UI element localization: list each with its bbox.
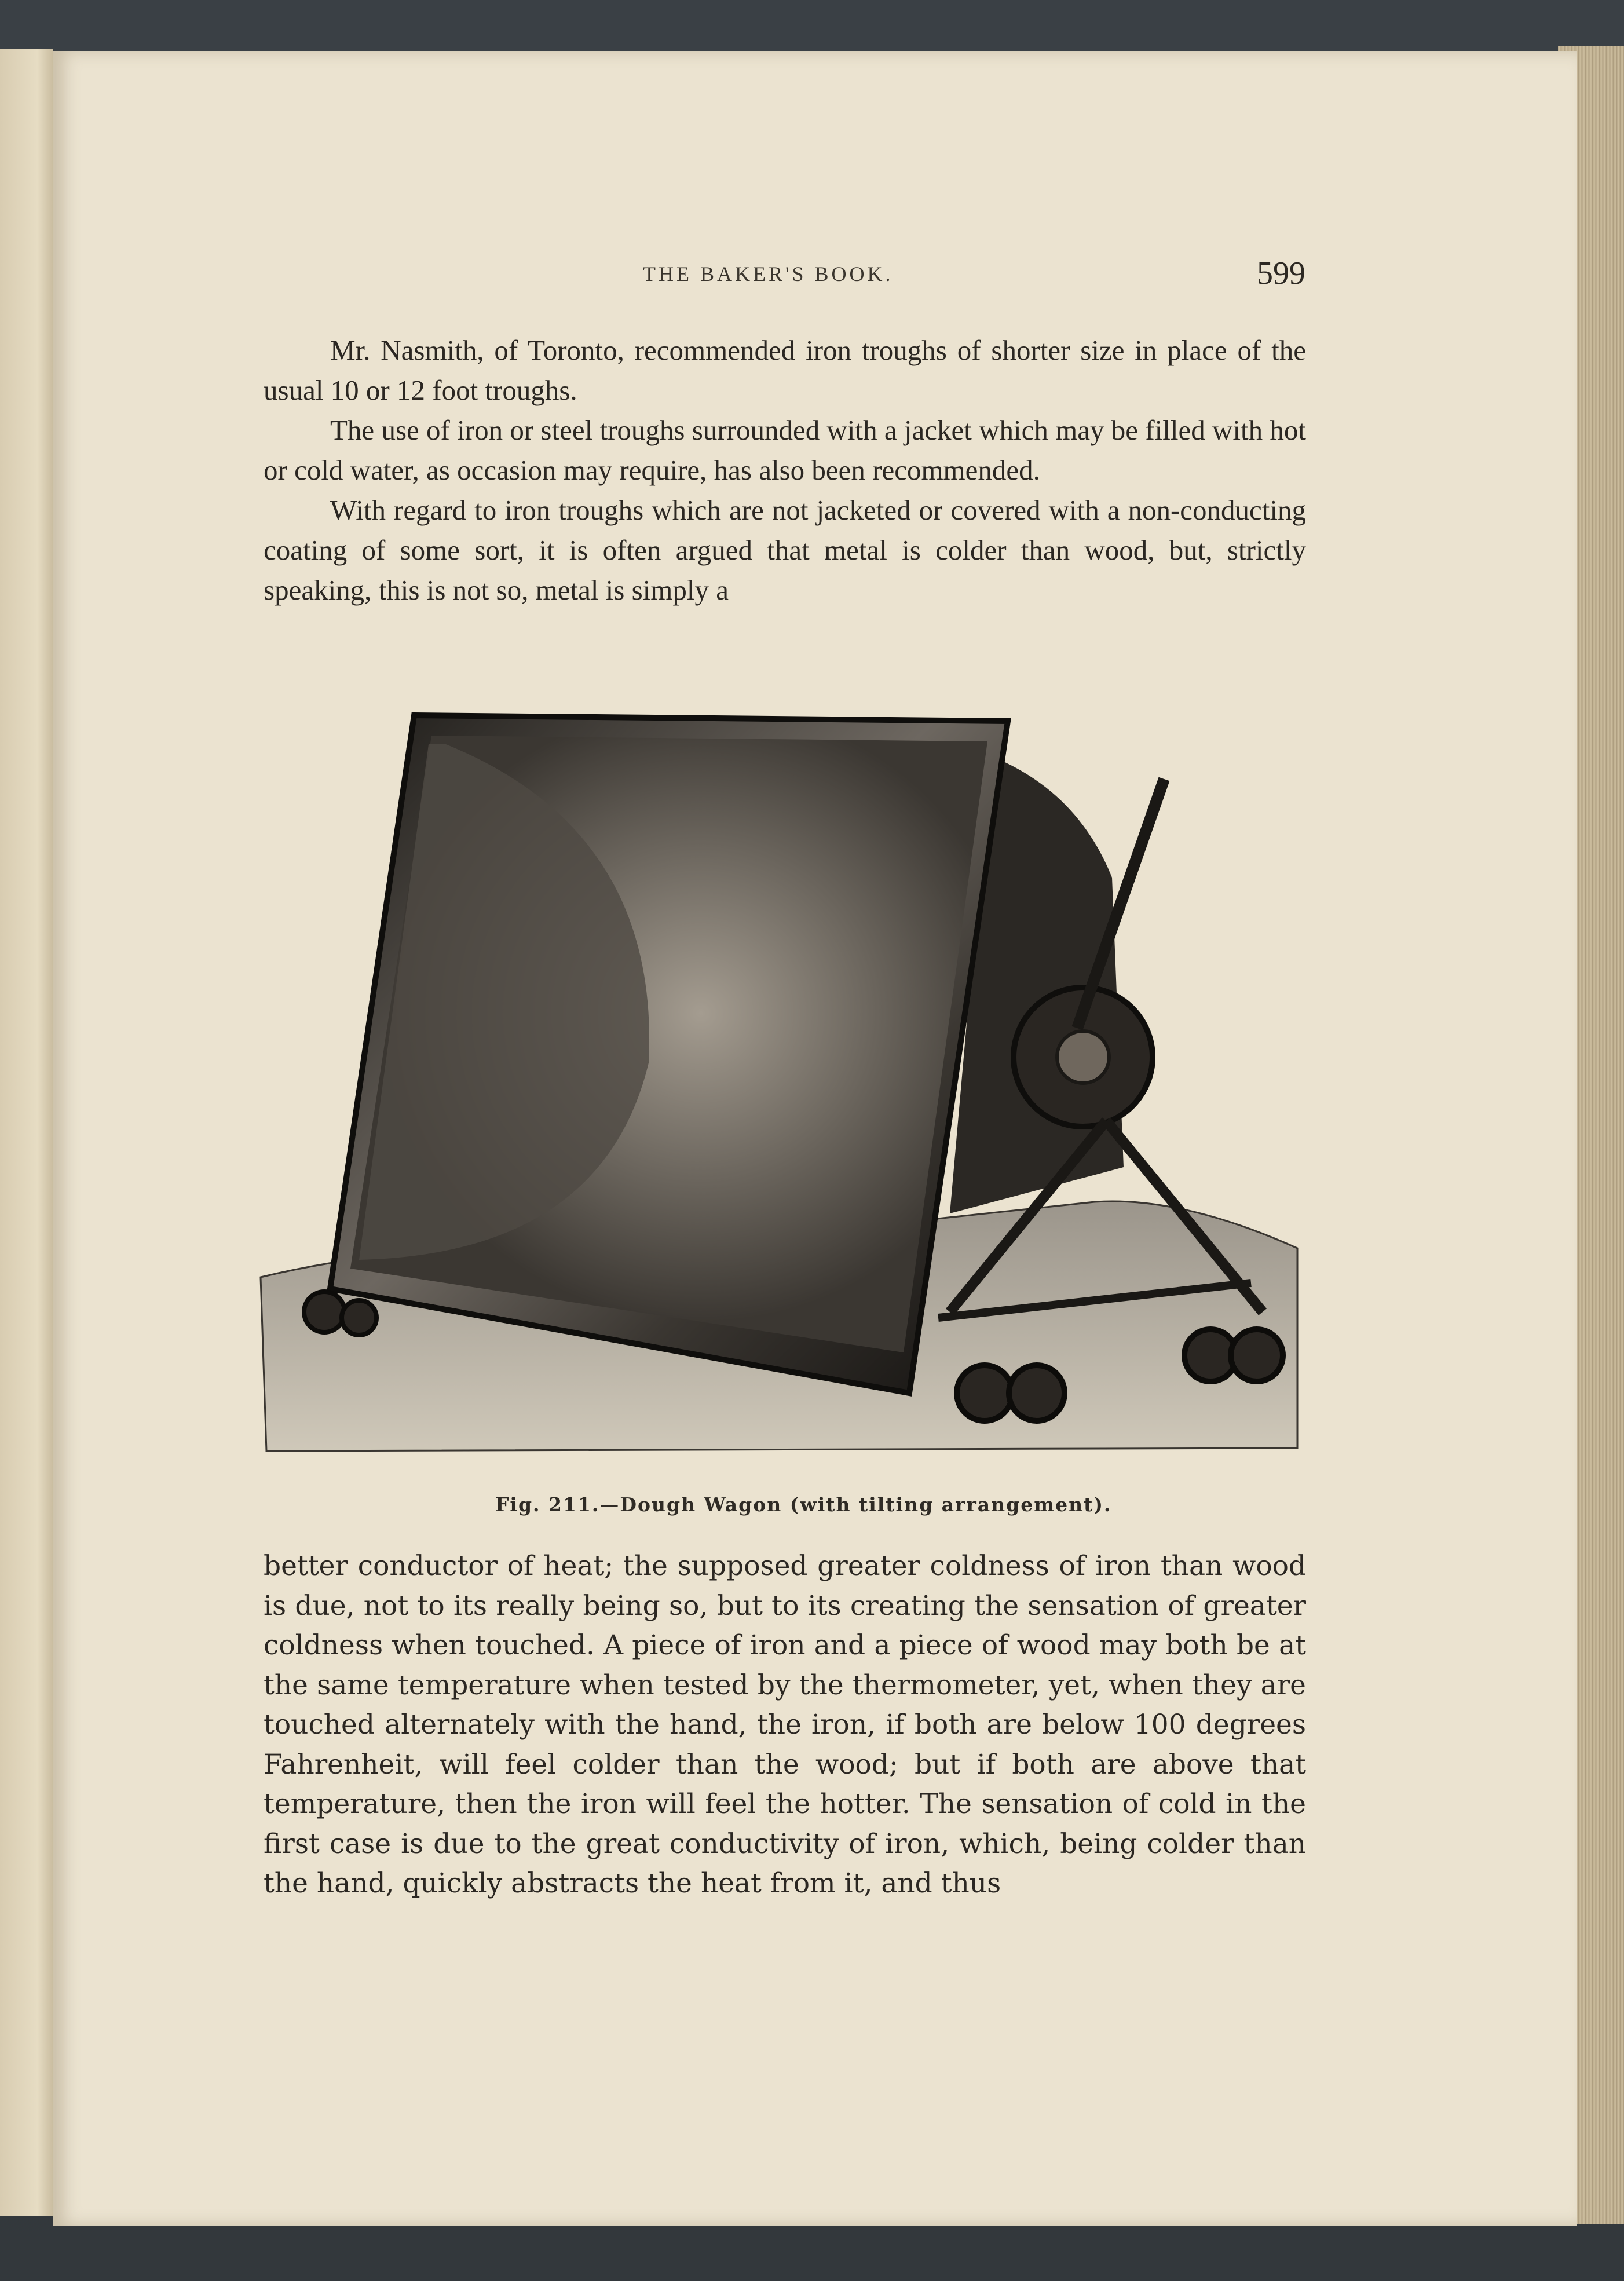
paragraph: better conductor of heat; the supposed greater coldness of iron than wood is due, not to its really being so, but to its creating the sensation of greater coldness when touched. A piece of iron and a piece of wood may both be at the same temperature when tested by the thermometer, yet, when they are touched alternately with the hand, the iron, if both are below 100 degrees Fahrenheit, will feel colder than the wood; but if both are above that temperature, then the iron will feel the hotter. The sensation of cold in the first case is due to the great conductivity of iron, which, being colder than the hand, quickly abstracts the heat from it, and thus xyxy=(264,1550,1306,1899)
paragraph: The use of iron or steel troughs surrounded with a jacket which may be filled with hot or cold water, as occasion may require, has also been recommended. xyxy=(264,414,1306,486)
book-cover-top xyxy=(0,0,1624,55)
paragraph: With regard to iron troughs which are not jacketed or covered with a non-conducting coating of some sort, it is often argued that metal is colder than wood, but, strictly speaking, this is not so, metal is simply a xyxy=(264,494,1306,606)
body-text-bottom xyxy=(264,1547,1306,1904)
page-number: 599 xyxy=(1257,255,1305,291)
paragraph: Mr. Nasmith, of Toronto, recommended iron troughs of shorter size in place of the usual 10 or 12 foot troughs. xyxy=(264,334,1306,406)
body-text-top xyxy=(264,330,1306,610)
dough-wagon-illustration xyxy=(255,704,1309,1468)
figure-caption: Fig. 211.—Dough Wagon (with tilting arrangement). xyxy=(495,1493,1112,1516)
previous-page-edge xyxy=(0,49,53,2216)
running-header: THE BAKER'S BOOK. xyxy=(643,262,894,286)
